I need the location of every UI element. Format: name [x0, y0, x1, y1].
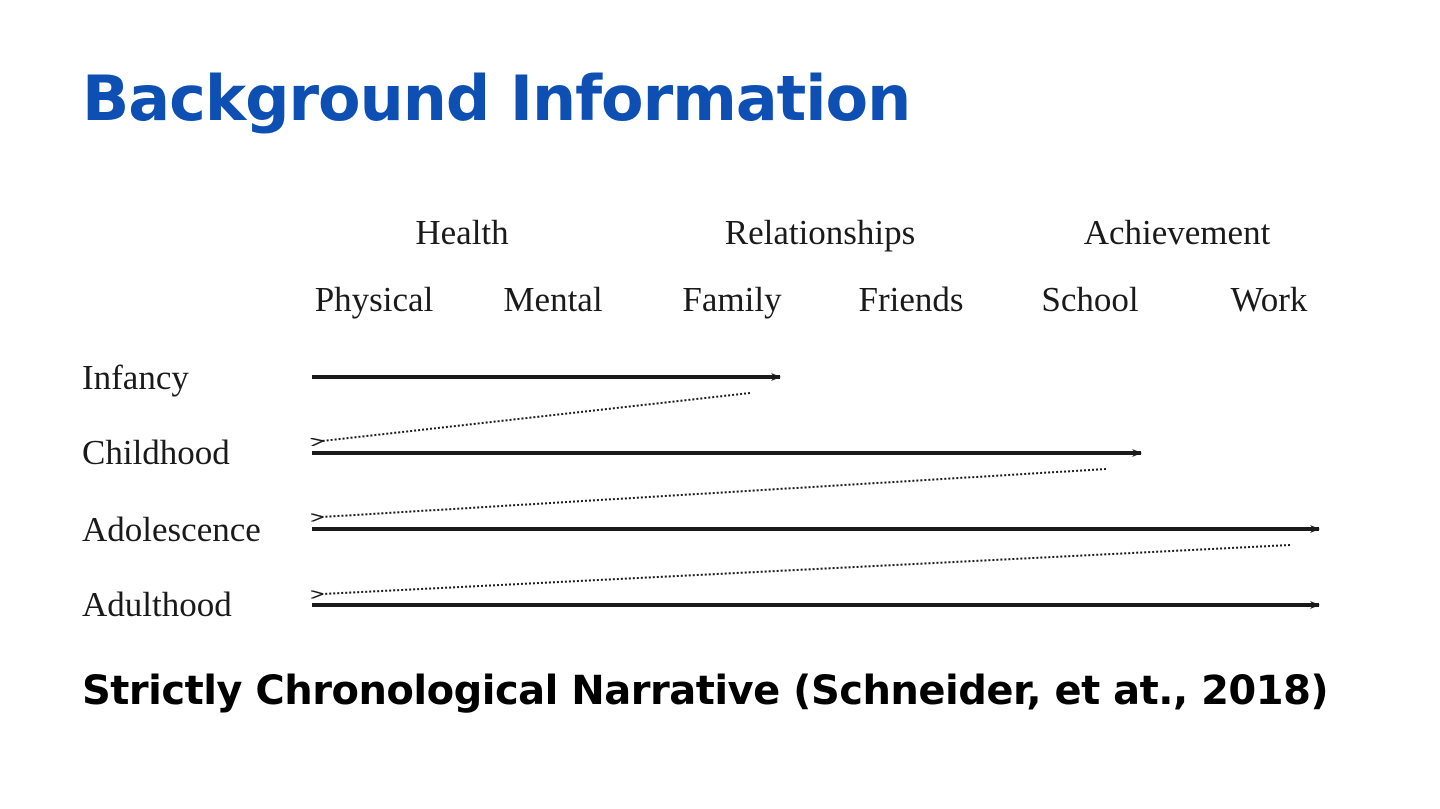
- stage-label-adolescence: Adolescence: [82, 510, 261, 549]
- group-label-achievement: Achievement: [1083, 213, 1271, 252]
- stage-label-adulthood: Adulthood: [82, 585, 232, 624]
- subcategory-physical: Physical: [314, 280, 434, 319]
- return-arrow-infancy-to-childhood: [322, 393, 750, 441]
- stage-label-childhood: Childhood: [82, 433, 230, 472]
- slide-title: Background Information: [82, 62, 911, 135]
- subcategory-work: Work: [1230, 280, 1308, 319]
- subcategory-friends: Friends: [858, 280, 964, 319]
- subcategory-mental: Mental: [503, 280, 603, 319]
- stage-label-infancy: Infancy: [82, 358, 189, 397]
- return-arrow-childhood-to-adolescence: [322, 469, 1106, 517]
- slide-caption: Strictly Chronological Narrative (Schneider, et at., 2018): [82, 668, 1329, 714]
- subcategory-school: School: [1041, 280, 1139, 319]
- return-arrow-adolescence-to-adulthood: [322, 545, 1290, 594]
- group-label-health: Health: [415, 213, 509, 252]
- group-label-relationships: Relationships: [724, 213, 916, 252]
- subcategory-family: Family: [682, 280, 782, 319]
